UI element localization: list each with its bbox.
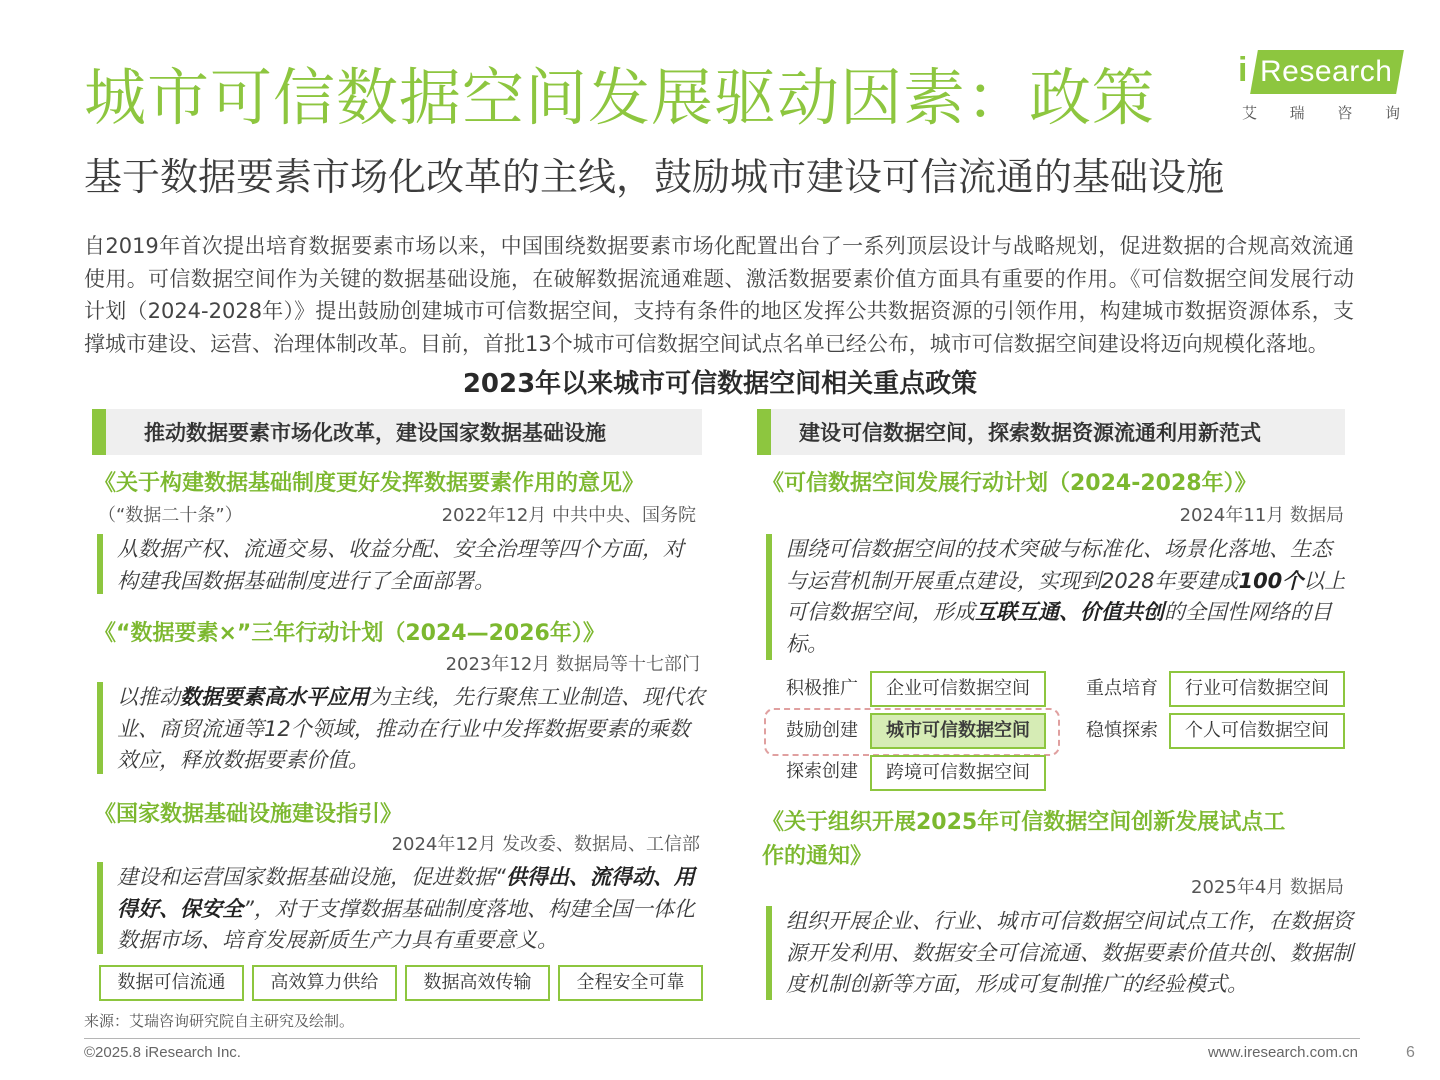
grid-box: 跨境可信数据空间 [870,755,1046,791]
policy-title: 《关于组织开展2025年可信数据空间创新发展试点工 [762,810,1286,835]
logo-cn-char: 艾 [1242,104,1258,122]
policy-quote [97,862,705,954]
quote-text: 以推动 [117,685,180,709]
left-section-header [92,409,702,455]
policy-meta: 2022年12月 中共中央、国务院 [441,505,696,526]
logo-prefix: i [1238,51,1248,89]
quote-text: 围绕可信数据空间的技术突破与标准化、场景化落地、生态与运营机制开展重点建设，实现到2028年要建成 [786,537,1332,593]
quote-text: 组织开展企业、行业、城市可信数据空间试点工作，在数据资源开发利用、数据安全可信流通、数据要素价值共创、数据制度机制创新等方面，形成可复制推广的经验模式。 [786,909,1353,996]
quote-text: 为主线，先行聚焦工业制造、现代农业、商贸流通等12个领域，推动在行业中发挥数据要素的乘数效应，释放数据要素价值。 [117,685,705,772]
header-accent-bar [92,409,106,455]
intro-paragraph: 自2019年首次提出培育数据要素市场以来，中国围绕数据要素市场化配置出台了一系列顶层设计与战略规划，促进数据的合规高效流通使用。可信数据空间作为关键的数据基础设施，在破解数据流通难题、激活数据要素价值方面具有重要的作用。《可信数据空间发展行动计划（2024-2028年）》提出鼓励创建城市可信数据空间，支持有条件的地区发挥公共数据资源的引领作用，构建城市数据资源体系，支撑城市建设、运营、治理体制改革。目前，首批13个城市可信数据空间试点名单已经公布，城市可信数据空间建设将迈向规模化落地。 [84,234,1354,356]
grid-label: 探索创建 [786,761,858,782]
policy-chart-title: 2023年以来城市可信数据空间相关重点政策 [462,369,978,399]
policy-title: 《可信数据空间发展行动计划（2024-2028年）》 [762,471,1257,496]
quote-text: 的全国性网络的目标。 [786,600,1332,656]
page-title: 城市可信数据空间发展驱动因素：政策 [84,61,1156,134]
policy-quote [97,534,697,594]
page-number: 6 [1406,1044,1415,1061]
tag-box: 数据高效传输 [405,965,550,1001]
quote-emphasis: 互联互通、价值共创 [975,600,1164,624]
website-link[interactable]: www.iresearch.com.cn [1207,1044,1358,1061]
right-section-header [757,409,1345,455]
policy-meta: 2024年12月 发改委、数据局、工信部 [391,834,700,855]
policy-quote [97,682,705,774]
footer-divider [84,1038,1360,1039]
copyright: ©2025.8 iResearch Inc. [84,1044,241,1061]
grid-label: 重点培育 [1086,678,1158,699]
logo-cn-char: 咨 [1337,104,1353,122]
logo-chinese-name [1242,102,1400,123]
tag-box: 数据可信流通 [99,965,244,1001]
policy-title: 《关于构建数据基础制度更好发挥数据要素作用的意见》 [94,471,645,496]
left-section-title: 推动数据要素市场化改革，建设国家数据基础设施 [144,421,606,445]
quote-text: 从数据产权、流通交易、收益分配、安全治理等四个方面，对构建我国数据基础制度进行了全面部署。 [117,537,684,593]
page-subtitle: 基于数据要素市场化改革的主线，鼓励城市建设可信流通的基础设施 [84,155,1225,199]
policy-title: 《“数据要素×”三年行动计划（2024—2026年）》 [94,621,605,646]
policy-quote [766,534,1350,660]
policy-title: 《国家数据基础设施建设指引》 [94,802,403,827]
policy-meta: 2023年12月 数据局等十七部门 [445,654,700,675]
policy-title-continued: 作的通知》 [762,844,873,869]
header-accent-bar [757,409,771,455]
policy-meta: 2024年11月 数据局 [1179,505,1344,526]
logo-word: Research [1260,55,1393,88]
grid-box-highlighted: 城市可信数据空间 [870,713,1046,749]
logo-cn-char: 瑞 [1289,104,1305,122]
right-section-title: 建设可信数据空间，探索数据资源流通利用新范式 [799,421,1261,445]
infrastructure-tags [99,965,703,1001]
iresearch-logo [1238,44,1400,128]
quote-emphasis: 供得出、流得动、用得好、保安全 [117,865,695,921]
quote-emphasis: 数据要素高水平应用 [180,685,369,709]
quote-emphasis: 100个 [1238,568,1304,593]
grid-label: 鼓励创建 [786,720,858,741]
quote-text: 以上可信数据空间，形成 [786,568,1346,624]
tag-box: 全程安全可靠 [558,965,703,1001]
source-note: 来源：艾瑞咨询研究院自主研究及绘制。 [84,1012,355,1030]
quote-text: 建设和运营国家数据基础设施，促进数据“ [117,865,506,889]
grid-box: 行业可信数据空间 [1169,671,1345,707]
policy-quote [766,906,1356,1000]
logo-cn-char: 询 [1384,104,1400,122]
tag-box: 高效算力供给 [252,965,397,1001]
grid-label: 稳慎探索 [1086,720,1158,741]
policy-alias: （“数据二十条”） [98,505,243,526]
grid-box: 个人可信数据空间 [1169,713,1345,749]
grid-label: 积极推广 [786,678,858,699]
policy-meta: 2025年4月 数据局 [1191,877,1344,898]
quote-text: ”，对于支撑数据基础制度落地、构建全国一体化数据市场、培育发展新质生产力具有重要意义。 [117,896,695,952]
grid-box: 企业可信数据空间 [870,671,1046,707]
